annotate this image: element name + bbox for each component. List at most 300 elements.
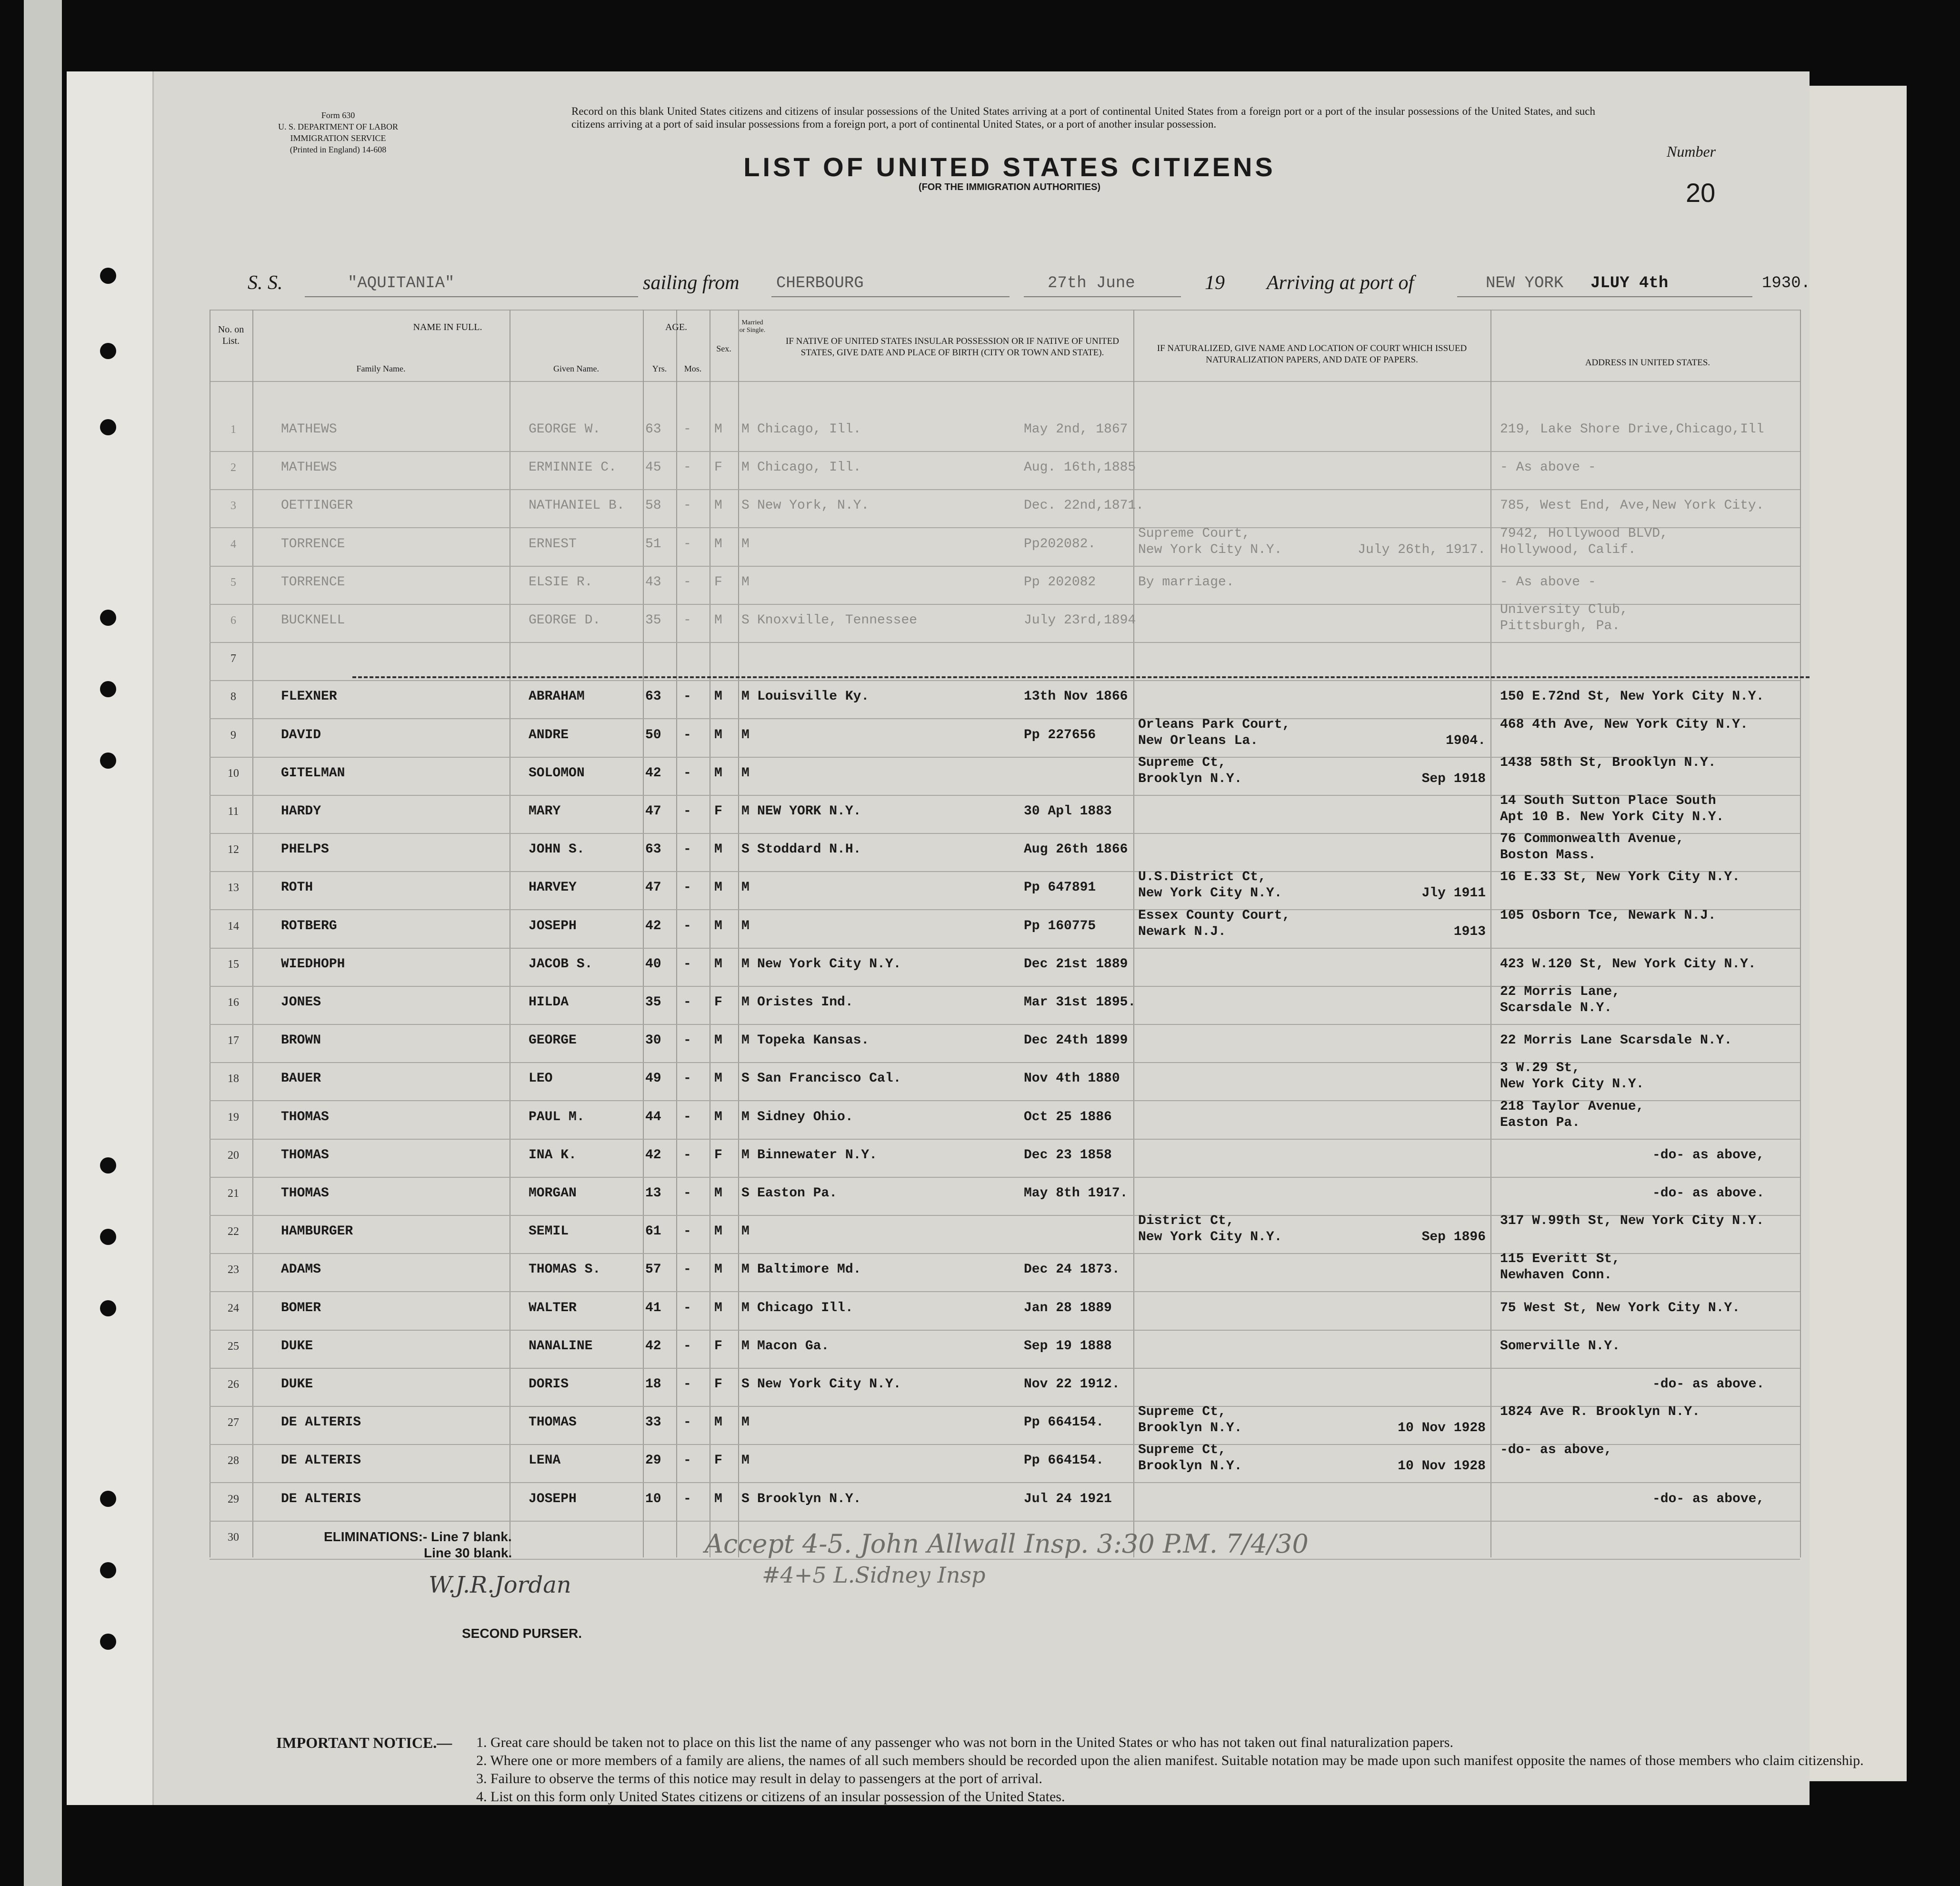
age-years: 30 xyxy=(645,1033,661,1048)
family-name: GITELMAN xyxy=(281,765,345,781)
birth-date-or-passport: Mar 31st 1895. xyxy=(1024,995,1136,1010)
notice-item: 3. Failure to observe the terms of this notice may result in delay to passengers at the port of arrival. xyxy=(476,1771,1042,1786)
col-header-no: No. on List. xyxy=(218,324,244,346)
address-line-2: Apt 10 B. New York City N.Y. xyxy=(1500,810,1724,824)
punch-hole xyxy=(100,1634,116,1650)
sex: F xyxy=(714,1147,722,1163)
punch-hole xyxy=(100,681,116,697)
age-months: - xyxy=(683,574,691,590)
court-name: Supreme Ct, xyxy=(1138,755,1226,770)
court-name: Supreme Ct, xyxy=(1138,1443,1226,1458)
birth-date-or-passport: Dec 21st 1889 xyxy=(1024,956,1128,972)
marital-status: M xyxy=(741,574,750,590)
age-years: 13 xyxy=(645,1186,661,1201)
age-years: 47 xyxy=(645,880,661,895)
col-header-name: NAME IN FULL. xyxy=(413,322,482,332)
marital-status: M xyxy=(741,460,750,475)
family-name: DUKE xyxy=(281,1338,313,1354)
marital-status: M xyxy=(741,765,750,781)
family-name: BUCKNELL xyxy=(281,613,345,628)
court-name: U.S.District Ct, xyxy=(1138,870,1266,885)
court-location: New Orleans La. xyxy=(1138,733,1259,748)
age-years: 51 xyxy=(645,536,661,552)
court-location: Newark N.J. xyxy=(1138,924,1226,939)
address-line-1: Somerville N.Y. xyxy=(1500,1338,1620,1354)
address-line-2: Newhaven Conn. xyxy=(1500,1268,1612,1283)
given-name: THOMAS xyxy=(529,1415,577,1430)
court-location: New York City N.Y. xyxy=(1138,542,1282,557)
top-instructions: Record on this blank United States citizens and citizens of insular possessions of the United States arriving at a port of continental United States from a foreign port or a port of the insular possessions of the United States, and such citizens arriving at a port of said insular possessions from a foreign port, a port of continental United States, or a port of another insular possession. xyxy=(571,105,1595,130)
birth-place: Easton Pa. xyxy=(757,1186,838,1201)
birth-date-or-passport: Nov 4th 1880 xyxy=(1024,1071,1120,1086)
sex: M xyxy=(714,1262,722,1277)
age-months: - xyxy=(683,460,691,475)
line-number: 7 xyxy=(230,652,236,665)
naturalization-date: 10 Nov 1928 xyxy=(1398,1459,1486,1474)
table-row xyxy=(152,1338,1810,1376)
sex: F xyxy=(714,1453,722,1468)
table-row xyxy=(152,460,1810,498)
given-name: HILDA xyxy=(529,995,569,1010)
col-header-given: Given Name. xyxy=(553,364,599,373)
naturalization-date: Sep 1896 xyxy=(1421,1230,1486,1245)
manifest-page xyxy=(67,71,1864,1805)
table-row xyxy=(152,717,1810,755)
birth-date-or-passport: Dec 24 1873. xyxy=(1024,1262,1120,1277)
col-header-address: ADDRESS IN UNITED STATES. xyxy=(1585,358,1710,368)
address-line-1: 219, Lake Shore Drive,Chicago,Ill xyxy=(1500,422,1764,437)
birth-date-or-passport: Pp 227656 xyxy=(1024,727,1096,742)
age-years: 42 xyxy=(645,1147,661,1163)
age-months: - xyxy=(683,1071,691,1086)
age-months: - xyxy=(683,1415,691,1430)
marital-status: M xyxy=(741,995,750,1010)
given-name: JOSEPH xyxy=(529,1491,577,1506)
naturalization-date: July 26th, 1917. xyxy=(1358,542,1486,557)
form-number: Form 630 xyxy=(321,110,355,120)
col-header-sex: Sex. xyxy=(716,344,731,353)
marital-status: M xyxy=(741,804,750,819)
age-years: 63 xyxy=(645,842,661,857)
address-line-1: - As above - xyxy=(1500,460,1596,475)
age-years: 42 xyxy=(645,765,661,781)
line-number: 1 xyxy=(230,423,236,436)
court-name: Essex County Court, xyxy=(1138,908,1290,923)
sex: M xyxy=(714,956,722,972)
age-months: - xyxy=(683,1109,691,1124)
birth-date-or-passport: 13th Nov 1866 xyxy=(1024,689,1128,704)
marital-status: M xyxy=(741,1262,750,1277)
sex: M xyxy=(714,765,722,781)
department-name: U. S. DEPARTMENT OF LABOR xyxy=(278,122,398,131)
birth-place: Chicago Ill. xyxy=(757,1300,853,1315)
family-name: DE ALTERIS xyxy=(281,1415,361,1430)
address-line-1: 22 Morris Lane, xyxy=(1500,984,1620,999)
table-row xyxy=(152,793,1810,831)
age-months: - xyxy=(683,1338,691,1354)
address-line-1: 75 West St, New York City N.Y. xyxy=(1500,1300,1740,1315)
line-number: 23 xyxy=(228,1264,239,1276)
naturalization-date: 10 Nov 1928 xyxy=(1398,1421,1486,1436)
age-months: - xyxy=(683,689,691,704)
family-name: TORRENCE xyxy=(281,536,345,552)
birth-date-or-passport: Pp 202082 xyxy=(1024,574,1096,590)
elimination-line-1: Line 7 blank. xyxy=(431,1529,512,1544)
line-number: 8 xyxy=(230,691,236,703)
age-years: 10 xyxy=(645,1491,661,1506)
marital-status: M xyxy=(741,689,750,704)
line-number: 13 xyxy=(228,882,239,894)
line-number: 14 xyxy=(228,920,239,933)
address-line-1: 468 4th Ave, New York City N.Y. xyxy=(1500,717,1748,732)
family-name: ADAMS xyxy=(281,1262,321,1277)
given-name: LENA xyxy=(529,1453,561,1468)
line-number: 19 xyxy=(228,1111,239,1124)
line-number: 18 xyxy=(228,1073,239,1085)
important-notice-head: IMPORTANT NOTICE.— xyxy=(276,1734,452,1751)
family-name: ROTBERG xyxy=(281,918,337,933)
age-months: - xyxy=(683,1147,691,1163)
sex: M xyxy=(714,536,722,552)
address-line-2: Scarsdale N.Y. xyxy=(1500,1001,1612,1015)
line-number: 9 xyxy=(230,729,236,742)
page-subtitle: (FOR THE IMMIGRATION AUTHORITIES) xyxy=(918,182,1101,192)
family-name: HAMBURGER xyxy=(281,1224,353,1239)
line-number: 11 xyxy=(228,805,239,818)
birth-date-or-passport: Pp 664154. xyxy=(1024,1453,1104,1468)
table-row xyxy=(152,1147,1810,1185)
birth-place: Binnewater N.Y. xyxy=(757,1147,878,1163)
sex: M xyxy=(714,727,722,742)
punch-hole xyxy=(100,752,116,769)
punch-hole xyxy=(100,268,116,284)
family-name: PHELPS xyxy=(281,842,329,857)
marital-status: M xyxy=(741,1224,750,1239)
table-row xyxy=(152,1060,1810,1098)
family-name: JONES xyxy=(281,995,321,1010)
address-line-2: Hollywood, Calif. xyxy=(1500,542,1636,557)
punch-hole xyxy=(100,1300,116,1316)
col-header-birth: IF NATIVE OF UNITED STATES INSULAR POSSESSION OR IF NATIVE OF UNITED STATES, GIVE DATE AND PLACE OF BIRTH (CITY OR TOWN AND STATE). xyxy=(786,336,1119,358)
punch-hole xyxy=(100,1491,116,1507)
address-line-1: 218 Taylor Avenue, xyxy=(1500,1099,1644,1114)
age-months: - xyxy=(683,613,691,628)
age-years: 57 xyxy=(645,1262,661,1277)
age-months: - xyxy=(683,1453,691,1468)
number-label: Number xyxy=(1667,143,1716,160)
address-line-2: Pittsburgh, Pa. xyxy=(1500,619,1620,633)
family-name: THOMAS xyxy=(281,1186,329,1201)
birth-date-or-passport: Pp 160775 xyxy=(1024,918,1096,933)
age-years: 45 xyxy=(645,460,661,475)
marital-status: M xyxy=(741,536,750,552)
sex: F xyxy=(714,804,722,819)
address-line-1: 14 South Sutton Place South xyxy=(1500,793,1716,808)
birth-date-or-passport: Dec 23 1858 xyxy=(1024,1147,1112,1163)
sex: M xyxy=(714,1033,722,1048)
family-name: THOMAS xyxy=(281,1147,329,1163)
sex: F xyxy=(714,1338,722,1354)
line-number: 26 xyxy=(228,1378,239,1391)
court-name: By marriage. xyxy=(1138,574,1234,590)
family-name: ROTH xyxy=(281,880,313,895)
col-header-yrs: Yrs. xyxy=(652,364,667,373)
given-name: INA K. xyxy=(529,1147,577,1163)
age-years: 58 xyxy=(645,498,661,513)
birth-date-or-passport: Jan 28 1889 xyxy=(1024,1300,1112,1315)
birth-place: Knoxville, Tennessee xyxy=(757,613,918,628)
table-row xyxy=(152,526,1810,564)
line-number: 17 xyxy=(228,1034,239,1047)
given-name: GEORGE D. xyxy=(529,613,601,628)
given-name: GEORGE W. xyxy=(529,422,601,437)
line-number: 22 xyxy=(228,1225,239,1238)
col-header-married: Married or Single. xyxy=(739,319,766,334)
age-months: - xyxy=(683,536,691,552)
given-name: MORGAN xyxy=(529,1186,577,1201)
age-months: - xyxy=(683,1262,691,1277)
purser-title: SECOND PURSER. xyxy=(462,1626,582,1641)
address-line-1: -do- as above, xyxy=(1652,1491,1765,1506)
birth-place: San Francisco Cal. xyxy=(757,1071,901,1086)
line-number: 5 xyxy=(230,576,236,589)
sex: M xyxy=(714,1109,722,1124)
notice-item: 1. Great care should be taken not to place on this list the name of any passenger who was not born in the United States or who has not taken out final naturalization papers. xyxy=(476,1735,1453,1750)
birth-date-or-passport: Pp 664154. xyxy=(1024,1415,1104,1430)
address-line-1: 317 W.99th St, New York City N.Y. xyxy=(1500,1214,1764,1229)
birth-date-or-passport: Nov 22 1912. xyxy=(1024,1377,1120,1392)
table-row xyxy=(152,984,1810,1022)
family-name: BOMER xyxy=(281,1300,321,1315)
line-number: 4 xyxy=(230,538,236,551)
age-months: - xyxy=(683,727,691,742)
marital-status: M xyxy=(741,880,750,895)
age-years: 35 xyxy=(645,995,661,1010)
punch-hole xyxy=(100,419,116,435)
family-name: BAUER xyxy=(281,1071,321,1086)
age-months: - xyxy=(683,880,691,895)
family-name: DE ALTERIS xyxy=(281,1491,361,1506)
service-name: IMMIGRATION SERVICE xyxy=(290,133,386,143)
court-name: Supreme Court, xyxy=(1138,526,1250,541)
age-years: 35 xyxy=(645,613,661,628)
address-line-1: -do- as above, xyxy=(1500,1443,1612,1458)
birth-date-or-passport: Dec 24th 1899 xyxy=(1024,1033,1128,1048)
age-years: 63 xyxy=(645,422,661,437)
sex: F xyxy=(714,1377,722,1392)
year-prefix: 19 xyxy=(1205,272,1225,294)
birth-place: Chicago, Ill. xyxy=(757,460,861,475)
address-line-1: 115 Everitt St, xyxy=(1500,1252,1620,1267)
age-years: 41 xyxy=(645,1300,661,1315)
table-row xyxy=(152,651,1810,689)
marital-status: M xyxy=(741,1338,750,1354)
address-line-1: -do- as above, xyxy=(1652,1147,1765,1163)
given-name: NANALINE xyxy=(529,1338,593,1354)
family-name: DAVID xyxy=(281,727,321,742)
year-to: 1930. xyxy=(1762,274,1811,292)
age-months: - xyxy=(683,1300,691,1315)
sex: M xyxy=(714,498,722,513)
given-name: ERMINNIE C. xyxy=(529,460,617,475)
given-name: ANDRE xyxy=(529,727,569,742)
naturalization-date: Sep 1918 xyxy=(1421,771,1486,786)
table-row xyxy=(152,602,1810,640)
family-name: DUKE xyxy=(281,1377,313,1392)
given-name: ELSIE R. xyxy=(529,574,593,590)
marital-status: M xyxy=(741,1109,750,1124)
age-years: 49 xyxy=(645,1071,661,1086)
marital-status: M xyxy=(741,727,750,742)
notice-item: 4. List on this form only United States citizens or citizens of an insular possession of the United States. xyxy=(476,1789,1065,1805)
birth-date-or-passport: May 2nd, 1867 xyxy=(1024,422,1128,437)
marital-status: S xyxy=(741,1071,750,1086)
line-number: 10 xyxy=(228,767,239,780)
family-name: HARDY xyxy=(281,804,321,819)
family-name: TORRENCE xyxy=(281,574,345,590)
birth-date-or-passport: Dec. 22nd,1871. xyxy=(1024,498,1144,513)
birth-date-or-passport: Pp202082. xyxy=(1024,536,1096,552)
court-location: New York City N.Y. xyxy=(1138,886,1282,901)
marital-status: S xyxy=(741,1491,750,1506)
given-name: SOLOMON xyxy=(529,765,585,781)
age-months: - xyxy=(683,804,691,819)
age-years: 50 xyxy=(645,727,661,742)
col-header-mos: Mos. xyxy=(684,364,702,373)
given-name: DORIS xyxy=(529,1377,569,1392)
court-location: Brooklyn N.Y. xyxy=(1138,1459,1242,1474)
birth-date-or-passport: Pp 647891 xyxy=(1024,880,1096,895)
birth-place: Stoddard N.H. xyxy=(757,842,861,857)
inspector-note-2: #4+5 L.Sidney Insp xyxy=(762,1562,986,1588)
sex: M xyxy=(714,613,722,628)
age-years: 33 xyxy=(645,1415,661,1430)
address-line-1: 1438 58th St, Brooklyn N.Y. xyxy=(1500,755,1716,770)
ship-name: "AQUITANIA" xyxy=(348,274,455,292)
family-name: FLEXNER xyxy=(281,689,337,704)
age-years: 42 xyxy=(645,918,661,933)
given-name: ERNEST xyxy=(529,536,577,552)
table-row xyxy=(152,1213,1810,1251)
sex: M xyxy=(714,1224,722,1239)
printed-note: (Printed in England) 14-608 xyxy=(290,145,387,154)
naturalization-date: Jly 1911 xyxy=(1421,886,1486,901)
birth-place: Macon Ga. xyxy=(757,1338,830,1354)
sex: F xyxy=(714,574,722,590)
age-months: - xyxy=(683,1186,691,1201)
court-location: Brooklyn N.Y. xyxy=(1138,1421,1242,1436)
marital-status: M xyxy=(741,918,750,933)
given-name: ABRAHAM xyxy=(529,689,585,704)
notice-item: 2. Where one or more members of a family are aliens, the names of all such members should be recorded upon the alien manifest. Suitable notation may be made upon such manifest opposite the names of those members who claim citizenship. xyxy=(476,1753,1864,1768)
court-name: District Ct, xyxy=(1138,1214,1234,1229)
punch-hole xyxy=(100,1157,116,1174)
line-number: 12 xyxy=(228,843,239,856)
form-area xyxy=(152,71,1864,1805)
age-years: 63 xyxy=(645,689,661,704)
age-years: 40 xyxy=(645,956,661,972)
address-line-2: Easton Pa. xyxy=(1500,1115,1580,1130)
given-name: GEORGE xyxy=(529,1033,577,1048)
table-row xyxy=(152,1099,1810,1137)
birth-place: Topeka Kansas. xyxy=(757,1033,870,1048)
address-line-1: 3 W.29 St, xyxy=(1500,1061,1580,1076)
address-line-1: 76 Commonwealth Avenue, xyxy=(1500,832,1684,847)
age-months: - xyxy=(683,842,691,857)
age-months: - xyxy=(683,918,691,933)
line-number: 3 xyxy=(230,500,236,512)
binding-margin xyxy=(67,71,154,1805)
family-name: WIEDHOPH xyxy=(281,956,345,972)
line-number: 29 xyxy=(228,1493,239,1505)
line-number: 15 xyxy=(228,958,239,971)
address-line-1: 16 E.33 St, New York City N.Y. xyxy=(1500,870,1740,885)
sex: M xyxy=(714,1491,722,1506)
line-number: 21 xyxy=(228,1187,239,1200)
port-from: CHERBOURG xyxy=(776,274,864,292)
marital-status: M xyxy=(741,1033,750,1048)
birth-date-or-passport: Aug. 16th,1885 xyxy=(1024,460,1136,475)
age-months: - xyxy=(683,765,691,781)
birth-place: Baltimore Md. xyxy=(757,1262,861,1277)
address-line-1: -do- as above. xyxy=(1652,1377,1765,1392)
birth-place: NEW YORK N.Y. xyxy=(757,804,861,819)
address-line-1: 785, West End, Ave,New York City. xyxy=(1500,498,1764,513)
col-header-family: Family Name. xyxy=(356,364,406,373)
age-months: - xyxy=(683,1033,691,1048)
address-line-1: University Club, xyxy=(1500,602,1628,617)
sex: F xyxy=(714,995,722,1010)
age-years: 61 xyxy=(645,1224,661,1239)
birth-date-or-passport: 30 Apl 1883 xyxy=(1024,804,1112,819)
age-months: - xyxy=(683,1224,691,1239)
ss-label: S. S. xyxy=(248,272,283,294)
important-notice-items xyxy=(476,1734,1905,1806)
marital-status: M xyxy=(741,1300,750,1315)
sex: M xyxy=(714,1186,722,1201)
age-years: 42 xyxy=(645,1338,661,1354)
eliminations-label: ELIMINATIONS:- xyxy=(324,1529,428,1544)
sex: M xyxy=(714,1300,722,1315)
age-years: 18 xyxy=(645,1377,661,1392)
address-line-1: 423 W.120 St, New York City N.Y. xyxy=(1500,956,1756,972)
given-name: SEMIL xyxy=(529,1224,569,1239)
punch-hole xyxy=(100,1229,116,1245)
sex: M xyxy=(714,880,722,895)
line-number: 24 xyxy=(228,1302,239,1314)
table-row xyxy=(152,1404,1810,1442)
line-number: 25 xyxy=(228,1340,239,1353)
given-name: JOSEPH xyxy=(529,918,577,933)
address-line-1: 22 Morris Lane Scarsdale N.Y. xyxy=(1500,1033,1732,1048)
age-months: - xyxy=(683,995,691,1010)
sex: F xyxy=(714,460,722,475)
birth-date-or-passport: Oct 25 1886 xyxy=(1024,1109,1112,1124)
naturalization-date: 1904. xyxy=(1445,733,1486,748)
birth-place: New York City N.Y. xyxy=(757,1377,901,1392)
birth-date-or-passport: Jul 24 1921 xyxy=(1024,1491,1112,1506)
address-line-1: 7942, Hollywood BLVD, xyxy=(1500,526,1668,541)
line-number: 30 xyxy=(228,1531,239,1544)
court-location: New York City N.Y. xyxy=(1138,1230,1282,1245)
age-years: 43 xyxy=(645,574,661,590)
birth-date-or-passport: July 23rd,1894 xyxy=(1024,613,1136,628)
sex: M xyxy=(714,918,722,933)
marital-status: M xyxy=(741,1147,750,1163)
court-name: Supreme Ct, xyxy=(1138,1404,1226,1420)
age-years: 47 xyxy=(645,804,661,819)
age-years: 29 xyxy=(645,1453,661,1468)
